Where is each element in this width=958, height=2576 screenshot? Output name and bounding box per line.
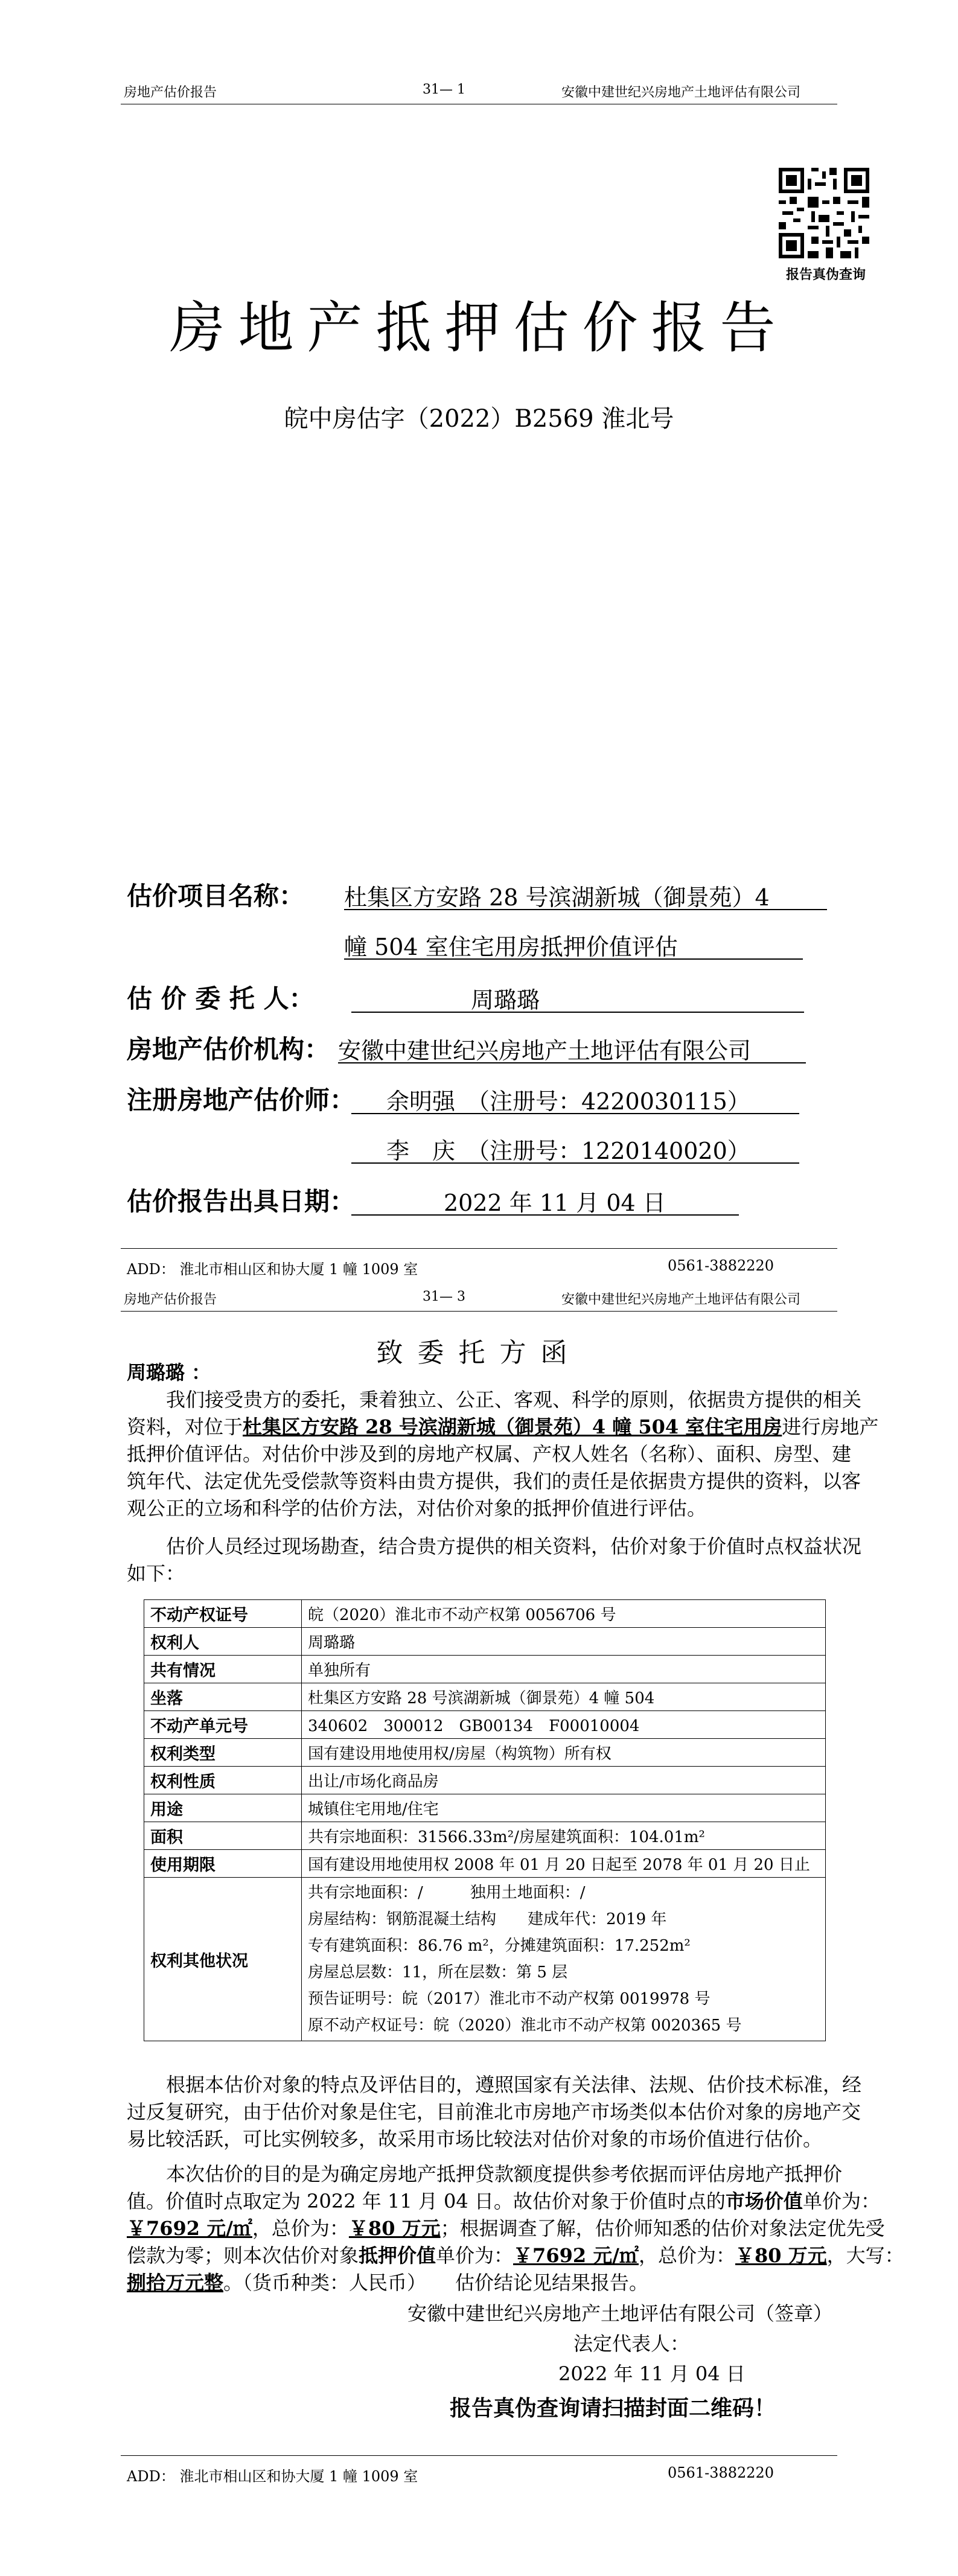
signature-company: 安徽中建世纪兴房地产土地评估有限公司（签章） [407,2302,833,2325]
footer-address-2: ADD： 淮北市相山区和协大厦 1 幢 1009 室 [127,2468,418,2485]
header-divider-2 [121,1311,837,1312]
qr-code-icon [779,168,869,258]
table-value: 单独所有 [302,1656,826,1683]
letter-title: 致委托方函 [376,1337,582,1368]
date-label: 估价报告出具日期： [127,1187,356,1216]
date-value: 2022 年 11 月 04 日 [444,1190,666,1216]
p2-line2: 如下： [127,1562,185,1585]
p3-line1: 根据本估价对象的特点及评估目的，遵照国家有关法律、法规、估价技术标准，经 [166,2073,862,2096]
header-right: 安徽中建世纪兴房地产土地评估有限公司 [561,85,801,100]
table-key: 权利其他状况 [144,1878,302,2041]
footer-divider [121,1248,837,1249]
p2-line1: 估价人员经过现场勘查，结合贵方提供的相关资料，估价对象于价值时点权益状况 [166,1535,862,1558]
client-label: 估 价 委 托 人： [127,984,315,1013]
p3-line2: 过反复研究，由于估价对象是住宅，目前淮北市房地产市场类似本估价对象的房地产交 [127,2100,861,2123]
table-key: 权利人 [144,1628,302,1656]
table-row [144,1767,826,1794]
table-key: 不动产单元号 [144,1711,302,1739]
p4-line3: ￥7692 元/㎡，总价为：￥80 万元；根据调查了解，估价师知悉的估价对象法定优先受 [127,2217,885,2240]
table-value: 共有宗地面积：31566.33m²/房屋建筑面积：104.01m² [302,1822,826,1850]
table-row [144,1739,826,1767]
table-value: 杜集区方安路 28 号滨湖新城（御景苑）4 幢 504 [302,1683,826,1711]
footer-phone-2: 0561-3882220 [668,2464,774,2481]
project-value-line1: 杜集区方安路 28 号滨湖新城（御景苑）4 [344,884,770,911]
appraiser-label: 注册房地产估价师： [127,1085,356,1115]
rights-table [144,1599,826,2041]
project-value-line2: 幢 504 室住宅用房抵押价值评估 [344,934,678,960]
p1-line1: 我们接受贵方的委托，秉着独立、公正、客观、科学的原则，依据贵方提供的相关 [166,1388,862,1411]
footer-phone: 0561-3882220 [668,1257,774,1274]
header-page-number: 31— 1 [423,82,465,97]
table-key: 不动产权证号 [144,1600,302,1628]
table-key: 共有情况 [144,1656,302,1683]
table-row [144,1656,826,1683]
client-value: 周璐璐 [471,987,540,1013]
p1-line2: 资料，对位于杜集区方安路 28 号滨湖新城（御景苑）4 幢 504 室住宅用房进行房地产 [127,1415,879,1438]
table-value: 340602 300012 GB00134 F00010004 [302,1711,826,1739]
table-key: 权利类型 [144,1739,302,1767]
p4-line4: 偿款为零；则本次估价对象抵押价值单价为：￥7692 元/㎡，总价为：￥80 万元，大写： [127,2244,904,2267]
authenticity-notice: 报告真伪查询请扫描封面二维码！ [450,2396,776,2421]
table-key: 用途 [144,1794,302,1822]
header-right-2: 安徽中建世纪兴房地产土地评估有限公司 [561,1292,801,1307]
table-row [144,1628,826,1656]
footer-address: ADD： 淮北市相山区和协大厦 1 幢 1009 室 [127,1261,418,1278]
agency-value: 安徽中建世纪兴房地产土地评估有限公司 [338,1038,752,1064]
p4-line1: 本次估价的目的是为确定房地产抵押贷款额度提供参考依据而评估房地产抵押价 [166,2163,843,2185]
property-address: 杜集区方安路 28 号滨湖新城（御景苑）4 幢 504 室住宅用房 [243,1415,782,1438]
table-value: 国有建设用地使用权 2008 年 01 月 20 日起至 2078 年 01 月 20 日止 [302,1850,826,1878]
table-value: 国有建设用地使用权/房屋（构筑物）所有权 [302,1739,826,1767]
agency-label: 房地产估价机构： [127,1035,330,1064]
table-row [144,1794,826,1822]
table-row [144,1878,826,2041]
p1-line5: 观公正的立场和科学的估价方法，对估价对象的抵押价值进行评估。 [127,1497,707,1520]
table-row [144,1600,826,1628]
project-underline-1 [344,909,827,910]
appraiser-2-underline [351,1162,799,1164]
report-title: 房地产抵押估价报告 [169,296,789,360]
table-key: 坐落 [144,1683,302,1711]
date-underline [351,1214,739,1216]
p1-line3: 抵押价值评估。对估价中涉及到的房地产权属、产权人姓名（名称）、面积、房型、建 [127,1443,852,1465]
table-value: 出让/市场化商品房 [302,1767,826,1794]
project-underline-2 [344,958,803,960]
agency-underline [338,1062,806,1063]
qr-caption: 报告真伪查询 [785,267,866,282]
table-row [144,1711,826,1739]
table-value-multiline: 共有宗地面积：/ 独用土地面积：/ 房屋结构：钢筋混凝土结构 建成年代：2019 年 专有建筑面积：86.76 m²，分摊建筑面积：17.252m² 房屋总层数：11，所在层数：第 5 层 预告证明号：皖（2017）淮北市不动产权第 0019978 号 原不动产权证号：皖（2020）淮北市不动产权第 0020365 号 [302,1878,826,2041]
table-value: 周璐璐 [302,1628,826,1656]
report-number: 皖中房估字（2022）B2569 淮北号 [284,405,674,433]
salutation: 周璐璐 ： [127,1361,211,1384]
table-row [144,1822,826,1850]
header-page-number-2: 31— 3 [423,1289,465,1304]
signature-representative: 法定代表人： [573,2332,690,2355]
table-row [144,1850,826,1878]
table-row [144,1683,826,1711]
footer-divider-2 [121,2455,837,2456]
header-left: 房地产估价报告 [124,85,217,100]
project-label: 估价项目名称： [127,881,305,911]
appraiser-1: 余明强 （注册号：4220030115） [386,1088,750,1115]
p4-line2: 值。价值时点取定为 2022 年 11 月 04 日。故估价对象于价值时点的市场价值单价为： [127,2190,880,2213]
table-key: 面积 [144,1822,302,1850]
signature-date: 2022 年 11 月 04 日 [558,2362,746,2385]
table-key: 权利性质 [144,1767,302,1794]
p3-line3: 易比较活跃，可比实例较多，故采用市场比较法对估价对象的市场价值进行估价。 [127,2128,823,2150]
table-value: 皖（2020）淮北市不动产权第 0056706 号 [302,1600,826,1628]
appraiser-1-underline [351,1113,799,1114]
p4-line5: 捌拾万元整。（货币种类：人民币） 估价结论见结果报告。 [127,2271,649,2294]
table-value: 城镇住宅用地/住宅 [302,1794,826,1822]
table-key: 使用期限 [144,1850,302,1878]
appraiser-2: 李 庆 （注册号：1220140020） [386,1138,750,1164]
p1-line4: 筑年代、法定优先受偿款等资料由贵方提供，我们的责任是依据贵方提供的资料，以客 [127,1470,861,1493]
header-left-2: 房地产估价报告 [124,1292,217,1307]
client-underline [351,1012,804,1013]
